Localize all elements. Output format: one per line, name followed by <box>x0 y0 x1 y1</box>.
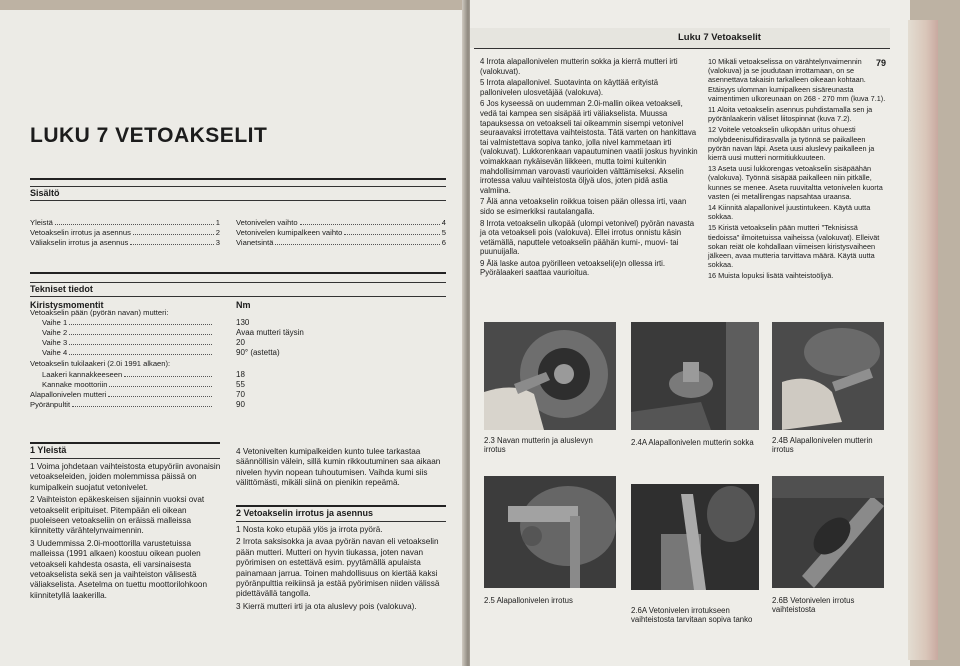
specs-row: Alapallonivelen mutteri <box>30 390 214 399</box>
paragraph: 15 Kiristä vetoakselin pään mutteri "Teknisissä tiedoissa" ilmoitetuissa vaiheissa (valokuvat). Elleivät sokan reiät ole kohdallaan viimeisen kiristysvaiheen jälkeen, avaa mutteria tarvittava määrä. Käytä uutta sokkaa. <box>708 223 880 270</box>
specs-subheader: Kiristysmomentit <box>30 300 104 310</box>
toc-item: Vianetsintä 6 <box>236 238 446 247</box>
specs-header: Tekniset tiedot <box>30 284 93 294</box>
paragraph: 3 Kierrä mutteri irti ja ota aluslevy pois (valokuva). <box>236 601 417 611</box>
paragraph: 2 Vaihteiston epäkeskeisen sijainnin vuoksi ovat vetoakselit eripituiset. Pitempään eli oikean puoleiseen vetoakseliin on eräissä malleissa kiinnitetty värähtelynvaimennin. <box>30 495 205 536</box>
caption-2-3: 2.3 Navan mutterin ja aluslevyn irrotus <box>484 436 593 455</box>
specs-value: 90 <box>236 400 245 409</box>
paragraph: 1 Voima johdetaan vaihteistosta etupyöriin avonaisin vetoakseleiden, joiden molemmissa päissä on kumipalkein suojatut vetonivelet. <box>30 462 221 492</box>
specs-table <box>30 308 450 428</box>
specs-row: Vaihe 1 <box>42 318 214 327</box>
photo-cv-joint-removal <box>772 476 884 588</box>
specs-row: Vaihe 2 <box>42 328 214 337</box>
specs-value: 55 <box>236 380 245 389</box>
section1-header: 1 Yleistä <box>30 445 67 455</box>
paragraph: 3 Uudemmissa 2.0i-moottorilla varustetuissa malleissa (1991 alkaen) koostuu oikean puolen vetoakseli kahdesta osasta, eli varsinaisesta vetoakselista sekä sen ja vaihteiston välisestä väliakselista. Asetelma on tuettu moottorilohkoon kiinnitetyllä laakerilla. <box>30 538 208 600</box>
photo-balljoint-nut <box>772 322 884 430</box>
specs-row: Vaihe 4 <box>42 348 214 357</box>
specs-value: 130 <box>236 318 250 327</box>
divider <box>236 505 446 507</box>
col2-paragraph: 4 Vetonivelten kumipalkeiden kunto tulee tarkastaa säännöllisin välein, sillä kumin rikkoutuminen saa aikaan nivelen hyvin nopean tuhoutumisen. Vaihda kumi siis välittömästi, mikäli siinä on pienikin repeämä. <box>236 447 441 488</box>
paragraph: 2 Irrota saksisokka ja avaa pyörän navan eli vetoakselin pään mutteri. Mutteri on hyvin tiukassa, joten navan pyörimisen on estettävä esim. pyytämällä apulaista painamaan jarrua. Toinen mahdollisuus on kiertää kaksi pyöränpulttia reikiinsä ja estää pyörimisen niiden välissä pidettävällä tangolla. <box>236 537 440 599</box>
toc-left-list <box>30 217 220 247</box>
paragraph: 14 Kiinnitä alapallonivel juustintukeen. Käytä uutta sokkaa. <box>708 203 871 222</box>
specs-row: Vetoakselin tukilaakeri (2.0i 1991 alkaen): <box>30 359 171 368</box>
specs-value: Avaa mutteri täysin <box>236 328 304 337</box>
paragraph: 8 Irrota vetoakselin ulkopää (ulompi vetonivel) pyörän navasta ja ota vetoakseli pois (valokuva). Ellei irrotus onnistu käsin vetämällä, naputtele vetoakselin päähän kumi-, muovi- tai puunuijalla. <box>480 218 695 257</box>
right-col1-body <box>480 57 698 280</box>
divider <box>30 272 446 274</box>
specs-value: 20 <box>236 338 245 347</box>
section1-body <box>30 462 222 603</box>
paragraph: 12 Voitele vetoakselin ulkopään uritus ohuesti molybdeenisulfidirasvalla ja työnnä se paikalleen pyörän navan läpi. Aseta uusi aluslevy paikalleen ja kierrä uusi mutteri normitiukkuuteen. <box>708 125 875 163</box>
caption-2-6a: 2.6A Vetonivelen irrotukseen vaihteistosta tarvitaan sopiva tanko <box>631 606 753 625</box>
paragraph: 9 Älä laske autoa pyörilleen vetoakseli(e)n ollessa irti. Pyörälaakeri saattaa vaurioitua. <box>480 258 666 278</box>
toc-item: Väliakselin irrotus ja asennus 3 <box>30 238 220 247</box>
paragraph: 1 Nosta koko etupää ylös ja irrota pyörä. <box>236 525 383 534</box>
divider <box>30 178 446 180</box>
divider <box>30 186 446 187</box>
paragraph: 7 Älä anna vetoakselin roikkua toisen pään ollessa irti, vaan sido se esimerkiksi rautalangalla. <box>480 197 687 216</box>
paragraph: 10 Mikäli vetoakselissa on värähtelynvaimennin (valokuva) ja se joudutaan irrottamaan, on se asennettava takaisin tarkalleen oikeaan kohtaan. Etäisyys ulomman kumipalkeen sisäreunasta vaimentimen ulkoreunaan on 268 - 270 mm (kuva 7.1). <box>708 57 886 103</box>
toc-item: Vetonivelen vaihto 4 <box>236 218 446 227</box>
toc-header: Sisältö <box>30 188 60 198</box>
left-page <box>0 10 465 666</box>
paragraph: 16 Muista lopuksi lisätä vaihteistoöljyä. <box>708 271 834 281</box>
toc-item: Vetoakselin irrotus ja asennus 2 <box>30 228 220 237</box>
specs-row: Vaihe 3 <box>42 338 214 347</box>
paragraph: 4 Irrota alapallonivelen mutterin sokka ja kierrä mutteri irti (valokuvat). <box>480 57 678 76</box>
photo-cv-joint-lever <box>631 484 759 590</box>
photo-balljoint-removal <box>484 476 616 588</box>
page-number: 79 <box>876 58 887 68</box>
divider <box>30 458 220 459</box>
divider <box>30 282 446 283</box>
section2-header: 2 Vetoakselin irrotus ja asennus <box>236 508 374 518</box>
caption-2-5: 2.5 Alapallonivelen irrotus <box>484 596 573 605</box>
book-page-edge <box>908 20 938 660</box>
caption-2-4b: 2.4B Alapallonivelen mutterin irrotus <box>772 436 873 455</box>
specs-row: Vetoakselin pään (pyörän navan) mutteri: <box>30 308 169 317</box>
specs-value: 18 <box>236 370 245 379</box>
chapter-title: LUKU 7 VETOAKSELIT <box>30 124 268 147</box>
photo-balljoint-split-pin <box>631 322 759 430</box>
running-head: Luku 7 Vetoakselit <box>678 32 761 43</box>
right-page <box>470 0 910 666</box>
divider <box>30 296 446 297</box>
toc-right-list <box>236 217 446 247</box>
photo-hub-nut <box>484 322 616 430</box>
specs-row: Kannake moottoriin <box>42 380 214 389</box>
divider <box>474 48 890 49</box>
right-col2-body <box>708 57 888 283</box>
specs-value: 70 <box>236 390 245 399</box>
paragraph: 5 Irrota alapallonivel. Suotavinta on käyttää erityistä pallonivelen ulosvetäjää (valokuva). <box>480 78 659 97</box>
specs-value: 90° (astetta) <box>236 348 280 357</box>
toc-item: Vetonivelen kumipalkeen vaihto 5 <box>236 228 446 237</box>
specs-row: Pyöränpultit <box>30 400 214 409</box>
specs-row: Laakeri kannakkeeseen <box>42 370 214 379</box>
section2-body <box>236 525 448 614</box>
paragraph: 13 Aseta uusi lukkorengas vetoakselin sisäpäähän (valokuva). Työnnä sisäpää paikalleen niin pitkälle, kunnes se menee. Aseta ruuvitaltta vetonivelen kuorta vasten (ei metallirengas napsahtaa uraansa. <box>708 164 883 201</box>
divider <box>236 521 446 522</box>
paragraph: 11 Aloita vetoakselin asennus puhdistamalla sen ja pyöränlaakerin väliset liitospinnat (kuva 7.2). <box>708 105 873 124</box>
paragraph: 6 Jos kyseessä on uudemman 2.0i-mallin oikea vetoakseli, vedä tai kampea sen sisäpää irti väliakselista. Muussa tapauksessa on vetoakseli tai oikeammin sisempi vetonivel seuraavaksi irrotettava vaihteistosta. Tätä varten on hankittava tai valmistettava sopiva tanko, jolla nivel kammetaan irti (valokuvat). Lukkorenkaan vapautuminen vaatii joskus hyvinkin voimakkaan nykäisevän liikkeen, mutta toimi kuitenkin mahdollisimman varovasti vaurioiden välttämiseksi. Akselin irrotessa valuu vaihteistosta öljyä ulos, joten pidä astia valmiina. <box>480 99 698 195</box>
toc-item: Yleistä 1 <box>30 218 220 227</box>
specs-unit: Nm <box>236 300 251 310</box>
caption-2-6b: 2.6B Vetonivelen irrotus vaihteistosta <box>772 596 855 615</box>
caption-2-4a: 2.4A Alapallonivelen mutterin sokka <box>631 438 754 447</box>
divider <box>30 442 220 444</box>
divider <box>30 200 446 201</box>
